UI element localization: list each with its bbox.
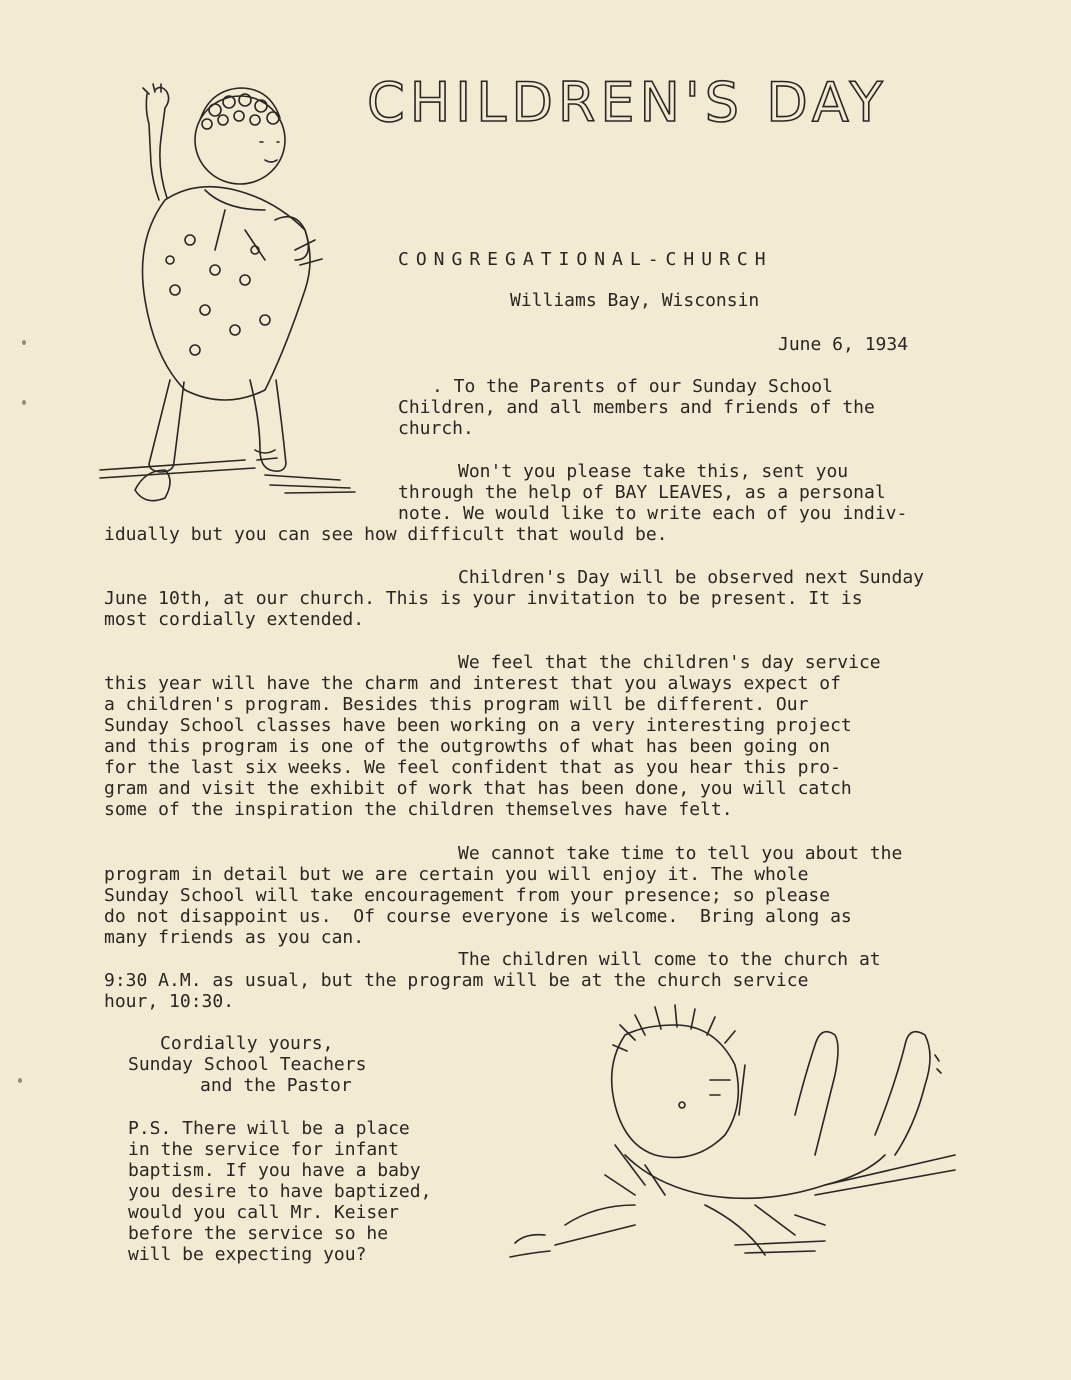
salutation-line: church. — [398, 418, 474, 439]
crawling-baby-drawing — [495, 995, 965, 1285]
paragraph-line: through the help of BAY LEAVES, as a personal — [398, 482, 886, 503]
closing-line: and the Pastor — [200, 1075, 352, 1096]
page-title: CHILDREN'S DAY — [367, 71, 888, 134]
postscript-line: P.S. There will be a place — [128, 1118, 410, 1139]
paragraph-line: some of the inspiration the children themselves have felt. — [104, 799, 733, 820]
punch-mark — [22, 400, 26, 405]
paragraph-line: Won't you please take this, sent you — [458, 461, 849, 482]
punch-mark — [18, 1078, 22, 1083]
postscript-line: you desire to have baptized, — [128, 1181, 432, 1202]
paragraph-line: Sunday School classes have been working on a very interesting project — [104, 715, 852, 736]
paragraph-line: and this program is one of the outgrowths of what has been going on — [104, 736, 831, 757]
salutation-line: Children, and all members and friends of the — [398, 397, 875, 418]
paragraph-line: gram and visit the exhibit of work that has been done, you will catch — [104, 778, 852, 799]
paragraph-line: Children's Day will be observed next Sunday — [458, 567, 924, 588]
postscript-line: would you call Mr. Keiser — [128, 1202, 399, 1223]
letter-date: June 6, 1934 — [778, 334, 909, 355]
paragraph-line: note. We would like to write each of you indiv- — [398, 503, 908, 524]
waving-child-drawing — [95, 80, 365, 510]
paragraph-line: idually but you can see how difficult that would be. — [104, 524, 668, 545]
salutation-line: . To the Parents of our Sunday School — [432, 376, 833, 397]
paragraph-line: a children's program. Besides this program will be different. Our — [104, 694, 809, 715]
postscript-line: baptism. If you have a baby — [128, 1160, 421, 1181]
paragraph-line: hour, 10:30. — [104, 991, 235, 1012]
paragraph-line: most cordially extended. — [104, 609, 365, 630]
closing-line: Cordially yours, — [160, 1033, 334, 1054]
paragraph-line: for the last six weeks. We feel confident that as you hear this pro- — [104, 757, 841, 778]
paragraph-line: this year will have the charm and interest that you always expect of — [104, 673, 841, 694]
postscript-line: before the service so he — [128, 1223, 389, 1244]
paragraph-line: 9:30 A.M. as usual, but the program will be at the church service — [104, 970, 809, 991]
paragraph-line: June 10th, at our church. This is your invitation to be present. It is — [104, 588, 863, 609]
location: Williams Bay, Wisconsin — [510, 290, 760, 311]
paragraph-line: We feel that the children's day service — [458, 652, 881, 673]
paragraph-line: program in detail but we are certain you will enjoy it. The whole — [104, 864, 809, 885]
paragraph-line: Sunday School will take encouragement from your presence; so please — [104, 885, 831, 906]
paragraph-line: many friends as you can. — [104, 927, 365, 948]
church-name: CONGREGATIONAL-CHURCH — [398, 249, 773, 270]
paragraph-line: We cannot take time to tell you about the — [458, 843, 903, 864]
postscript-line: will be expecting you? — [128, 1244, 367, 1265]
closing-line: Sunday School Teachers — [128, 1054, 367, 1075]
paragraph-line: The children will come to the church at — [458, 949, 881, 970]
punch-mark — [22, 340, 26, 345]
paragraph-line: do not disappoint us. Of course everyone is welcome. Bring along as — [104, 906, 852, 927]
postscript-line: in the service for infant — [128, 1139, 399, 1160]
